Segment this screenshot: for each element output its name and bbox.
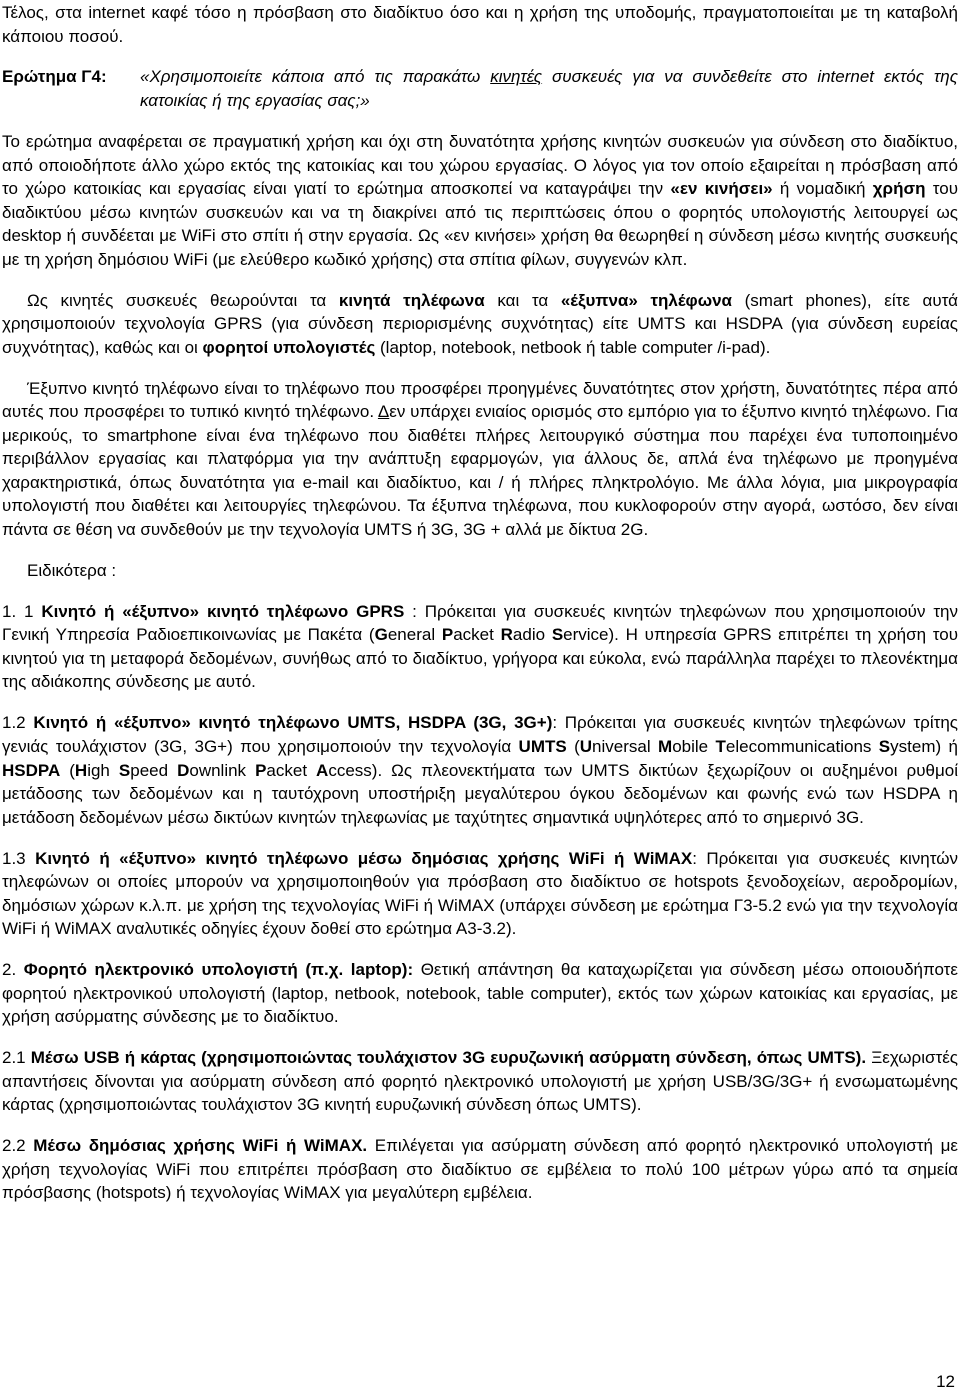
bold-term: S — [551, 625, 564, 645]
text-run: «Χρησιμοποιείτε κάποια από τις παρακάτω — [140, 67, 491, 87]
bold-term: «έξυπνα» τηλέφωνα — [560, 290, 732, 310]
paragraph-item-2 — [2, 958, 958, 1029]
page-number: 12 — [936, 1372, 955, 1391]
item-number: 1.2 — [2, 713, 34, 733]
text-run: ( — [566, 736, 580, 756]
item-heading: Κινητό ή «έξυπνο» κινητό τηλέφωνο GPRS — [41, 601, 405, 621]
text-run: Το ερώτημα αναφέρεται σε πραγματική χρήση και όχι στη δυνατότητα χρήσης κινητών συσκευών για σύνδεση στο διαδίκτυο, από οποιοδήποτε άλλο χώρο εκτός της κατοικίας και του χώρου εργασίας. Ο λόγος για τον οποίο εξαιρείται η πρόσβαση από το χώρο κατοικίας και εργασίας είναι γιατί το ερώτημα αποσκοπεί να καταγράψει την — [2, 131, 958, 199]
text-run: Ξεχωριστές απαντήσεις δίνονται για ασύρματη σύνδεση από φορητό ηλεκτρονικό υπολογιστή με χρήση USB/3G/3G+ ή ενσωματωμένης κάρτας (χρησιμοποιώντας τουλάχιστον 3G κινητή ευρυζωνική σύνδεση όπως UMTS). — [2, 1048, 958, 1115]
text-run: συσκευές για να συνδεθείτε στο internet εκτός της κατοικίας ή της εργασίας σας;» — [140, 67, 958, 111]
item-heading: Κινητό ή «έξυπνο» κινητό τηλέφωνο μέσω δημόσιας χρήσης WiFi ή WiMAX — [35, 848, 693, 868]
text-run: εν υπάρχει ενιαίος ορισμός στο εμπόριο για το έξυπνο κινητό τηλέφωνο. Για μερικούς, το smartphone είναι ένα τηλέφωνο που διαθέτει πλήρες λειτουργικό σύστημα που παρέχει ένα τυποποιημένο περιβάλλον εργασίας και πλατφόρμα για την ανάπτυξη εφαρμογών, για άλλους δε, απλά ένα τηλέφωνο με προηγμένα χαρακτηριστικά, όπως δυνατότητα για e-mail και διαδίκτυο, και / ή πλήρες πληκτρολόγιο. Με άλλα λόγια, μια μικρογραφία υπολογιστή που διαθέτει και λειτουργίες τηλεφώνου. Τα έξυπνα τηλέφωνα, που κυκλοφορούν στην αγορά, ωστόσο, δεν είναι πάντα σε θέση να συνδεθούν με την τεχνολογία UMTS ή 3G, 3G + αλλά με δίκτυα 2G. — [2, 402, 958, 539]
paragraph-mobile-devices — [2, 289, 958, 360]
bold-term: P — [255, 760, 267, 780]
text-run: : Πρόκειται για συσκευές κινητών τηλεφώνων που χρησιμοποιούν την Γενική Υπηρεσία Ραδιοεπικοινωνίας με Πακέτα ( — [2, 601, 958, 645]
item-number: 1.3 — [2, 848, 36, 868]
text-run: : Πρόκειται για συσκευές κινητών τηλεφώνων οι οποίες μπορούν να χρησιμοποιηθούν για πρόσβαση στο διαδίκτυο σε hotspots ξενοδοχείων, αεροδρομίων, δημόσιων χώρων κ.λ.π. με χρήση της τεχνολογίας WiFi ή WiMAX (υπάρχει σύνδεση με ερώτημα Γ3-5.2 ενώ για την τεχνολογία WiFi ή WiMAX αναλυτικές οδηγίες έχουν δοθεί στο ερώτημα Α3-3.2). — [2, 848, 959, 939]
paragraph-item-2-1 — [2, 1046, 958, 1117]
paragraph-item-1-2 — [2, 711, 958, 829]
bold-term: UMTS — [518, 736, 567, 756]
paragraph-smartphone — [2, 377, 958, 542]
bold-term: R — [500, 625, 513, 645]
item-heading: Φορητό ηλεκτρονικό υπολογιστή (π.χ. laptop): — [23, 960, 414, 980]
text-run: ownlink — [189, 760, 256, 780]
bold-term: H — [74, 760, 88, 780]
item-number: 2. — [2, 960, 24, 980]
text-run: peed — [130, 760, 178, 780]
question-label: Ερώτημα Γ4: — [2, 67, 107, 87]
text-run: ystem) ή — [890, 736, 958, 756]
bold-term: G — [374, 625, 388, 645]
text-run: (laptop, notebook, netbook ή table computer /i-pad). — [375, 337, 771, 357]
text-run: Θετική απάντηση θα καταχωρίζεται για σύνδεση μέσω οποιουδήποτε φορητού ηλεκτρονικού υπολογιστή (laptop, netbook, notebook, table computer), εκτός των χώρων κατοικίας και εργασίας, με χρήση ασύρματης σύνδεσης με το διαδίκτυο. — [2, 960, 958, 1027]
text-run: eneral — [387, 625, 442, 645]
text-run: elecommunications — [725, 736, 879, 756]
bold-term: «εν κινήσει» — [670, 179, 773, 199]
item-heading: Μέσω δημόσιας χρήσης WiFi ή WiMAX. — [33, 1136, 368, 1156]
bold-term: χρήση — [872, 179, 926, 199]
text-run: του διαδικτύου μέσω κινητών συσκευών και να τη διακρίνει από τις περιπτώσεις όπου ο φορητός υπολογιστής λειτουργεί ως desktop ή συνδέεται με WiFi στο σπίτι ή στην εργασία. Ως «εν κινήσει» χρήση θα θεωρηθεί η σύνδεση μέσω κινητής συσκευής με τη χρήση δημόσιου WiFi (με ελεύθερο κωδικό χρήσης) στα σπίτια φίλων, συγγενών κλπ. — [2, 179, 958, 269]
text-run: Ως κινητές συσκευές θεωρούνται τα — [27, 290, 339, 310]
bold-term: U — [579, 736, 593, 756]
bold-term: D — [177, 760, 190, 780]
text-run: Επιλέγεται για ασύρματη σύνδεση από φορητό ηλεκτρονικό υπολογιστή με χρήση τεχνολογίας WiFi που επιτρέπει πρόσβαση στο διαδίκτυο σε εμβέλεια το πολύ 100 μέτρων γύρω από τα σημεία πρόσβασης (hotspots) ή τεχνολογίας WiMAX για μεγαλύτερη εμβέλεια. — [2, 1136, 958, 1203]
text-run: Έξυπνο κινητό τηλέφωνο είναι το τηλέφωνο που προσφέρει προηγμένες δυνατότητες στον χρήστη, δυνατότητες πέρα από αυτές που προσφέρει το τυπικό κινητό τηλέφωνο. — [2, 378, 958, 422]
underlined-term: κινητές — [490, 67, 543, 87]
text-run: (smart phones), είτε αυτά χρησιμοποιούν τεχνολογία GPRS (για σύνδεση περιορισμένης συχνότητας) είτε UMTS και HSDPA (για σύνδεση ευρείας συχνότητας), καθώς και οι — [2, 290, 958, 357]
text-run: acket — [453, 625, 501, 645]
item-heading: Κινητό ή «έξυπνο» κινητό τηλέφωνο UMTS, HSDPA (3G, 3G+) — [33, 713, 553, 733]
paragraph-internet-cafe: Τέλος, στα internet καφέ τόσο η πρόσβαση στο διαδίκτυο όσο και η χρήση της υποδομής, πραγματοποιείται με τη καταβολή κάποιου ποσού. — [2, 3, 958, 46]
bold-term: S — [878, 736, 891, 756]
bold-term: A — [316, 760, 329, 780]
bold-term: HSDPA — [2, 760, 61, 780]
paragraph-item-1-1 — [2, 600, 958, 694]
question-g4 — [2, 65, 958, 112]
text-run: : Πρόκειται για συσκευές κινητών τηλεφώνων τρίτης γενιάς τουλάχιστον (3G, 3G+) που χρησιμοποιούν την τεχνολογία — [2, 713, 958, 756]
paragraph-item-1-3 — [2, 847, 958, 941]
text-run: ή νομαδική — [772, 179, 873, 199]
bold-term: φορητοί υπολογιστές — [202, 337, 376, 357]
item-number: 2.2 — [2, 1136, 34, 1156]
text-run: acket — [266, 760, 317, 780]
text-run: niversal — [592, 736, 659, 756]
text-run: adio — [512, 625, 552, 645]
text-run: igh — [87, 760, 119, 780]
bold-term: P — [441, 625, 454, 645]
text-run: obile — [672, 736, 716, 756]
paragraph-item-2-2 — [2, 1134, 958, 1205]
underlined-term: Δ — [377, 402, 390, 422]
paragraph-specifically: Ειδικότερα : — [27, 560, 117, 580]
text-run: ( — [60, 760, 75, 780]
bold-term: T — [715, 736, 726, 756]
bold-term: κινητά τηλέφωνα — [338, 290, 485, 310]
item-number: 2.1 — [2, 1048, 31, 1068]
text-run: και τα — [484, 290, 561, 310]
bold-term: M — [658, 736, 673, 756]
bold-term: S — [118, 760, 131, 780]
text-run: ervice). Η υπηρεσία GPRS επιτρέπει τη χρήση του κινητού για τη μεταφορά δεδομένων, συνήθως από το διαδίκτυο, γρήγορα και εύκολα, ενώ παράλληλα παρέχει το πλεονέκτημα της αδιάκοπης σύνδεσης με αυτό. — [2, 625, 959, 692]
text-run: ccess). Ως πλεονεκτήματα των UMTS δικτύων ξεχωρίζουν οι αυξημένοι ρυθμοί μετάδοσης των δεδομένων και η ταυτόχρονη υποστήριξη μεγαλύτερου όγκου δεδομένων και φωνής ενώ των HSDPA η μετάδοση δεδομένων μέσω δικτύων κινητών τηλεφωνίας με ταχύτητες σημαντικά υψηλότερες από το σημερινό 3G. — [2, 760, 958, 827]
item-heading: Μέσω USB ή κάρτας (χρησιμοποιώντας τουλάχιστον 3G ευρυζωνική ασύρματη σύνδεση, όπως UMTS). — [30, 1048, 867, 1068]
paragraph-definition — [2, 130, 958, 271]
question-text — [140, 65, 958, 112]
item-number: 1. 1 — [2, 601, 42, 621]
